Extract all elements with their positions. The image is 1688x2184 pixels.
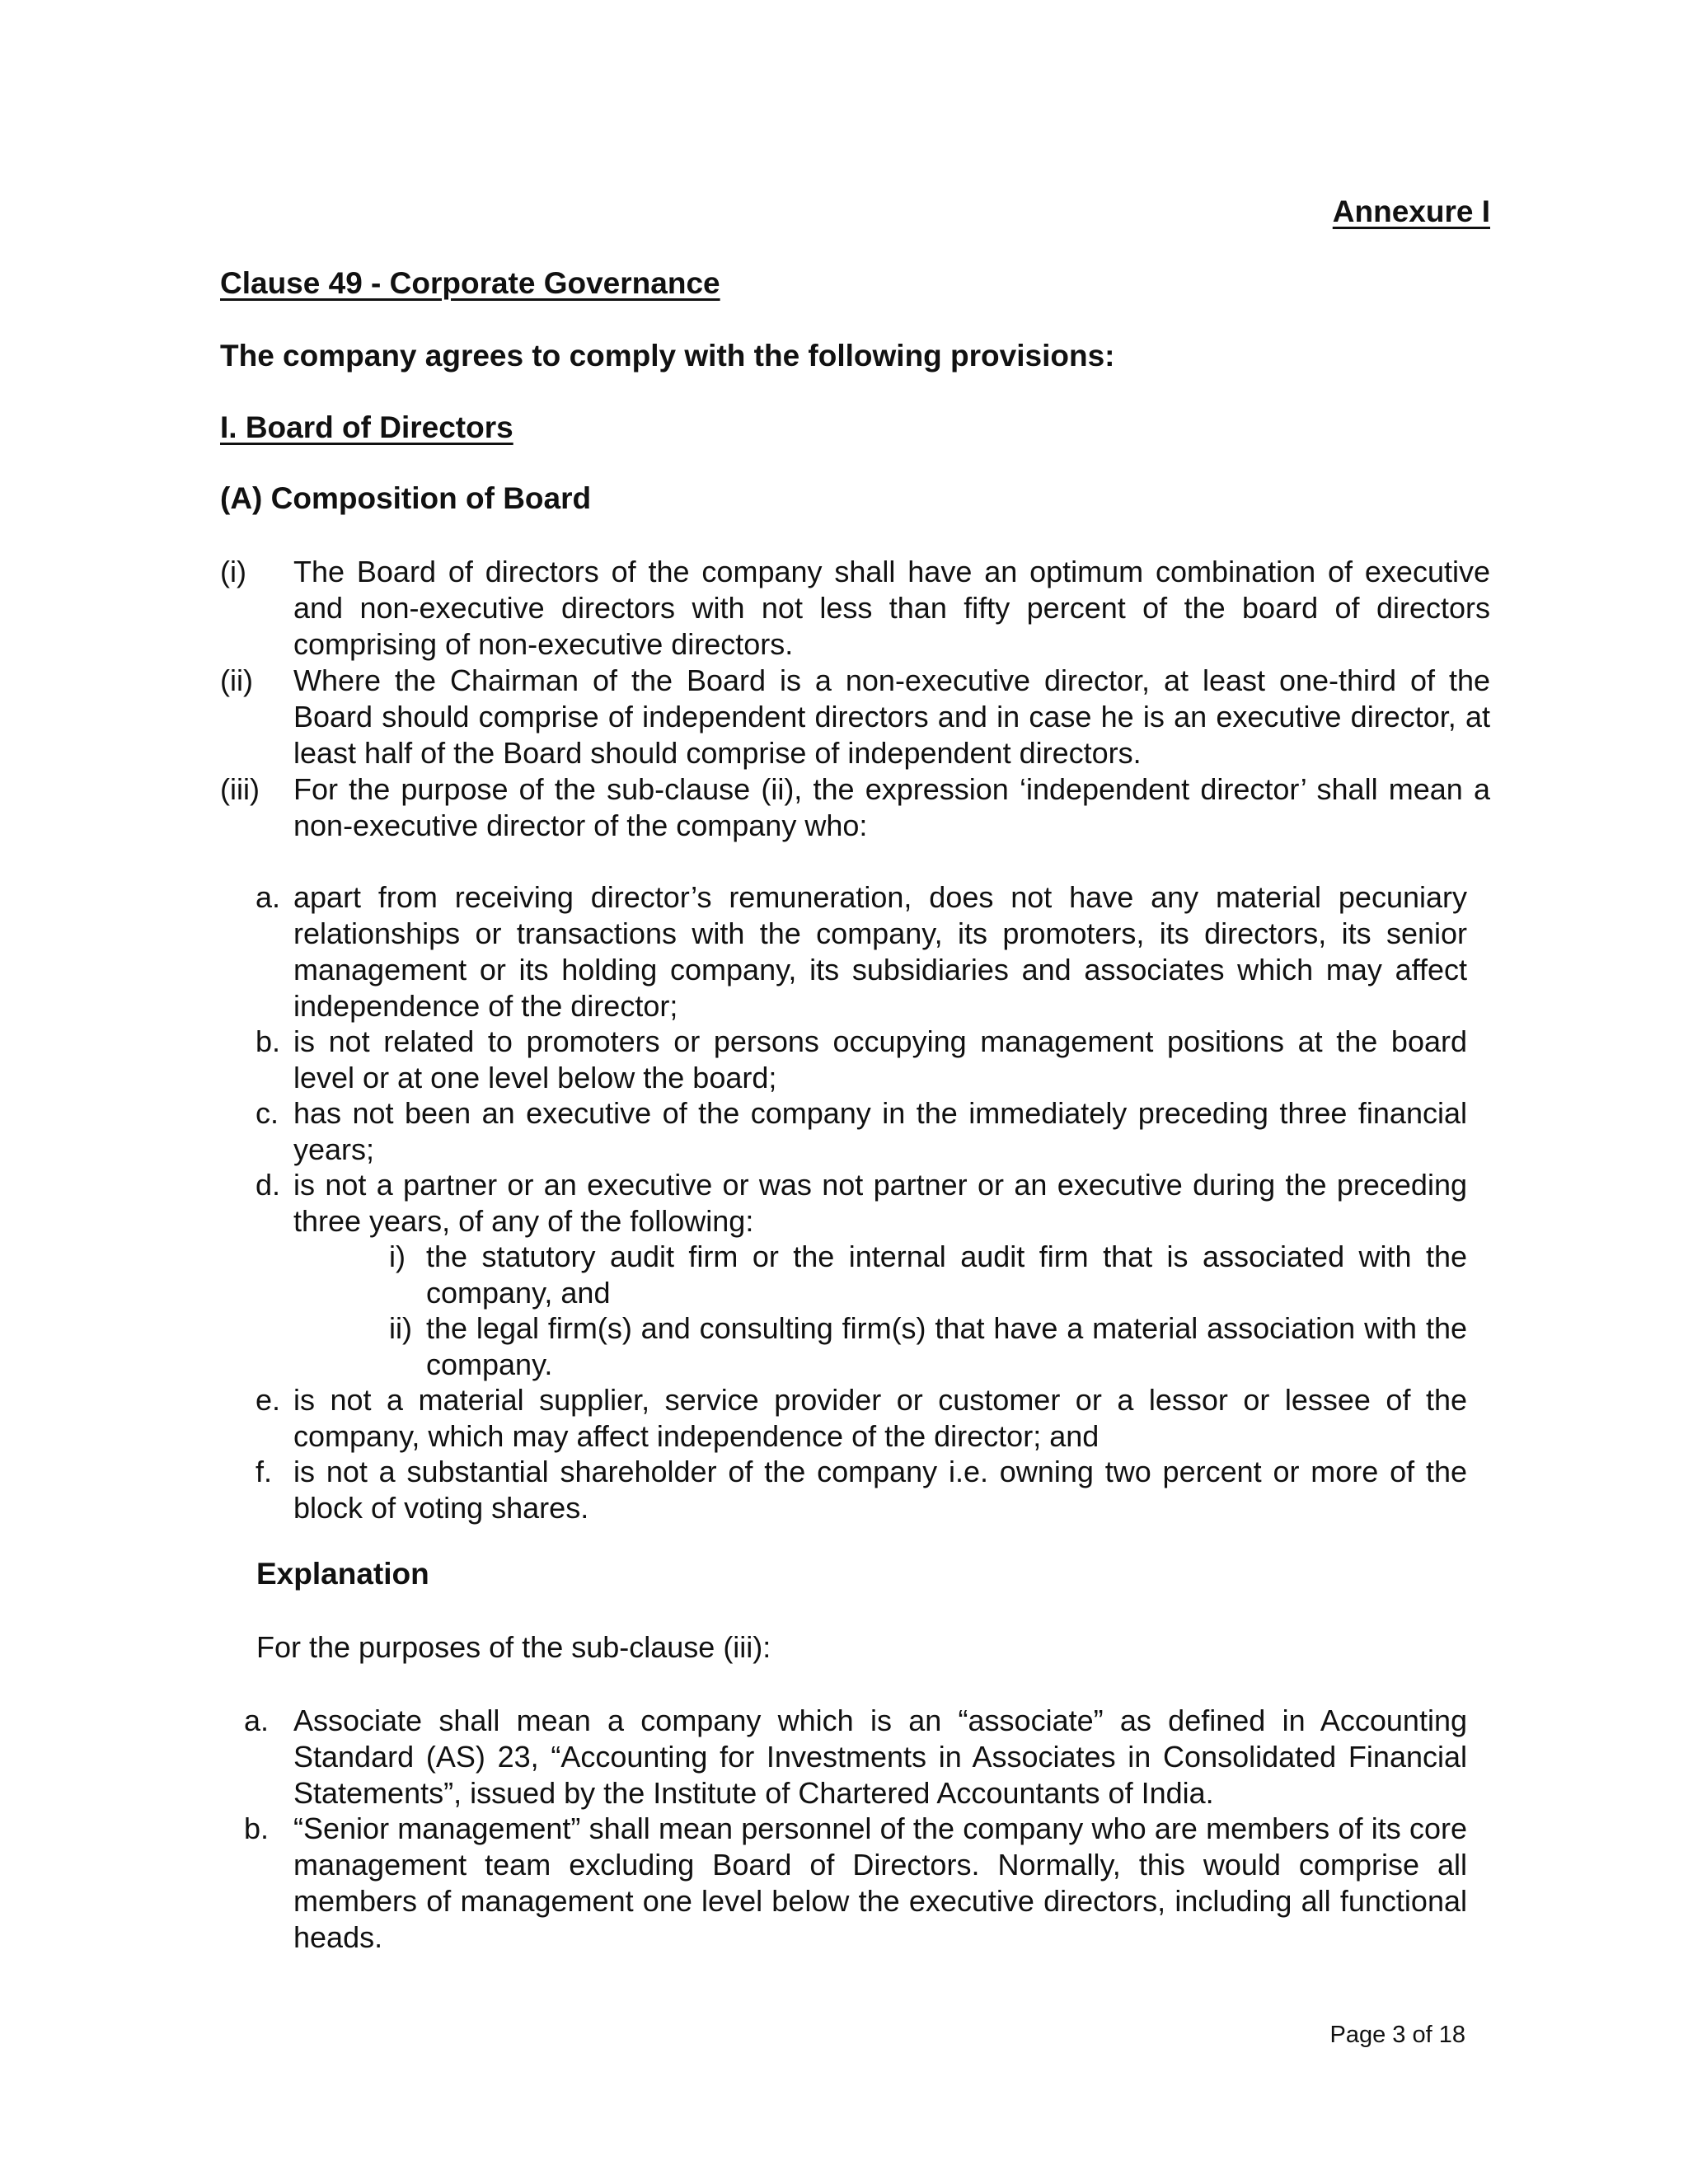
explanation-item-text: “Senior management” shall mean personnel of the company who are members of its core management team excluding Board of Directors. Normally, this would comprise all members of management one level below the executive directors, including all functional heads. (293, 1811, 1467, 1954)
explanation-item-marker: a. (244, 1704, 270, 1737)
subsection-title: (A) Composition of Board (220, 481, 592, 515)
clause-title: Clause 49 - Corporate Governance (220, 266, 720, 300)
sub-item-text: has not been an executive of the company in the immediately preceding three financial years; (293, 1096, 1467, 1166)
sub-item-marker: e. (256, 1383, 281, 1417)
sub-item-marker: f. (256, 1455, 273, 1488)
item-marker: (iii) (220, 772, 260, 806)
nested-item-text: the statutory audit firm or the internal audit firm that is associated with the company, and (426, 1240, 1467, 1310)
section-title: I. Board of Directors (220, 410, 513, 444)
nested-item-marker: ii) (389, 1311, 412, 1345)
item-marker: (i) (220, 555, 246, 588)
explanation-item-marker: b. (244, 1811, 270, 1845)
annexure-label: Annexure I (1332, 194, 1490, 228)
sub-item-marker: c. (256, 1096, 279, 1130)
sub-item-text: is not related to promoters or persons occupying management positions at the board level or at one level below the board; (293, 1024, 1467, 1094)
page-number: Page 3 of 18 (1329, 2022, 1465, 2048)
sub-item-marker: a. (256, 880, 281, 914)
nested-item-text: the legal firm(s) and consulting firm(s) that have a material association with the company. (426, 1311, 1467, 1381)
sub-item-text: is not a material supplier, service provider or customer or a lessor or lessee of the company, which may affect independence of the director; and (293, 1383, 1467, 1453)
sub-item-text: apart from receiving director’s remuneration, does not have any material pecuniary relationships or transactions with the company, its promoters, its directors, its senior management or its holding company, its subsidiaries and associates which may affect independence of the director; (293, 880, 1467, 1023)
sub-item-text: is not a substantial shareholder of the company i.e. owning two percent or more of the block of voting shares. (293, 1455, 1467, 1525)
explanation-item-text: Associate shall mean a company which is an “associate” as defined in Accounting Standard (AS) 23, “Accounting for Investments in Associates in Consolidated Financial Statements”, issued by the Institute of Chartered Accountants of India. (293, 1704, 1467, 1810)
nested-item-marker: i) (389, 1240, 406, 1273)
explanation-title: Explanation (256, 1557, 429, 1591)
sub-item-text: is not a partner or an executive or was not partner or an executive during the preceding three years, of any of the following: (293, 1168, 1467, 1238)
sub-item-marker: b. (256, 1024, 281, 1058)
item-marker: (ii) (220, 663, 253, 697)
sub-item-marker: d. (256, 1168, 281, 1202)
item-text: For the purpose of the sub-clause (ii), the expression ‘independent director’ shall mean a non-executive director of the company who: (293, 772, 1490, 842)
item-text: The Board of directors of the company shall have an optimum combination of executive and non-executive directors with not less than fifty percent of the board of directors comprising of non-executive directors. (293, 555, 1490, 661)
explanation-intro: For the purposes of the sub-clause (iii): (256, 1630, 771, 1664)
item-text: Where the Chairman of the Board is a non-executive director, at least one-third of the Board should comprise of independent directors and in case he is an executive director, at least half of the Board should comprise of independent directors. (293, 663, 1490, 770)
intro-statement: The company agrees to comply with the following provisions: (220, 339, 1115, 373)
